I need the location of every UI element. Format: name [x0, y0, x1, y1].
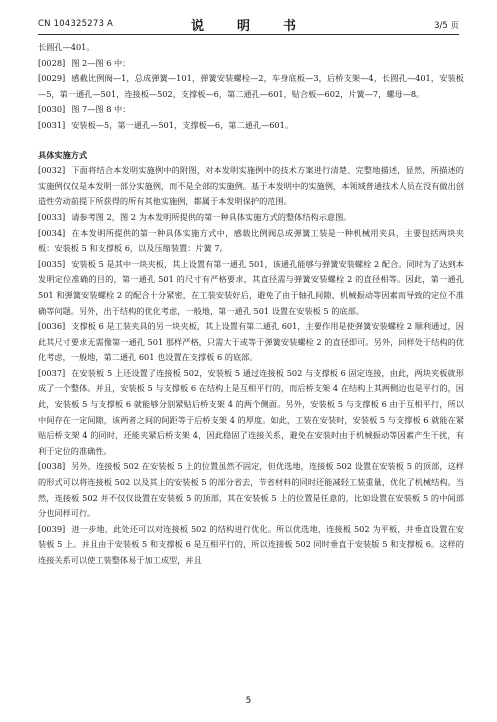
paragraph-text: 安装板 5 是其中一块夹板，其上设置有第一通孔 501，该通孔能够与弹簧安装螺栓 2 配合。同时为了达到本发明定位准确的目的，第一通孔 501 的尺寸有严格要求，其直径需与弹簧安装螺栓 2 的直径相等。因此，第一通孔 501 和弹簧安装螺栓 2 的配合十分紧密，在工装安装好后，避免了由于轴孔间隙、机械振动等因素而导致的定位不准确等问题。另外，出于结构的优化考虑，一般地，第一通孔 501 设置在安装板 5 的底部。	[38, 258, 464, 316]
paragraph	[38, 522, 464, 569]
paragraph-number: [0031]	[38, 119, 66, 130]
paragraph-number: [0029]	[38, 73, 66, 84]
paragraph-text: 感截比例阀—1，总成弹簧—101，弹簧安装螺栓—2，车身底板—3，后桥支架—4，长圆孔—401，安装板—5，第一通孔—501，连接板—502，支撑板—6，第二通孔—601，贴合板—602，片簧—7，螺母—8。	[38, 73, 464, 99]
paragraph	[38, 40, 464, 56]
publication-number: CN 104325273 A	[38, 19, 113, 29]
paragraph-text: 安装板—5，第一通孔—501，支撑板—6，第二通孔—601。	[71, 119, 294, 130]
paragraph	[38, 102, 464, 118]
paragraph-text: 请参考图 2，图 2 为本发明所提供的第一种具体实施方式的整体结构示意图。	[71, 211, 352, 222]
paragraph-text: 下面将结合本发明实施例中的附图，对本发明实施例中的技术方案进行清楚、完整地描述，显然，所描述的实施例仅仅是本发明一部分实施例，而不是全部的实施例。基于本发明中的实施例，本领域普通技术人员在没有做出创造性劳动前提下所获得的所有其他实施例，都属于本发明保护的范围。	[38, 165, 464, 207]
document-title: 说 明 书	[190, 19, 306, 34]
paragraph-text: 长圆孔—401。	[38, 42, 95, 52]
paragraph-text: 图 2—图 6 中：	[71, 57, 131, 68]
page-indicator: 3/5 页	[434, 21, 459, 31]
document-body	[38, 40, 464, 569]
paragraph-number: [0033]	[38, 211, 66, 222]
paragraph	[38, 319, 464, 366]
paragraph	[38, 56, 464, 72]
paragraph	[38, 163, 464, 210]
paragraph-text: 图 7—图 8 中：	[71, 104, 131, 115]
paragraph-text: 在安装板 5 上还设置了连接板 502，安装板 5 通过连接板 502 与支撑板 6 固定连接，由此，两块夹板就形成了一个整体。并且，安装板 5 与支撑板 6 在结构上是互相平行的，而后桥支架 4 在结构上其两侧边也是平行的，因此，安装板 5 与支撑板 6 就能够分别紧贴后桥支架 4 的两个侧面。另外，安装板 5 与支撑板 6 由于互相平行，所以中间存在一定间隙，该两者之间的间距等于后桥支架 4 的厚度。如此，工装在安装时，安装板 5 与支撑板 6 就能在紧贴后桥支架 4 的同时，还能夹紧后桥支架 4，因此稳固了连接关系，避免在安装时由于机械振动等因素产生干扰，有利于定位的准确性。	[38, 367, 464, 456]
paragraph-text: 另外，连接板 502 在安装板 5 上的位置虽然不固定，但优选地，连接板 502 设置在安装板 5 的顶部，这样的形式可以将连接板 502 以及其上的安装板 5 的部分省去，节省材料的同时还能减轻工装重量，优化了机械结构。当然，连接板 502 并不仅仅设置在安装板 5 的顶部，其在安装板 5 上的位置是任意的，比如设置在安装板 5 的中间部分也同样可行。	[38, 461, 464, 519]
paragraph-text: 在本发明所提供的第一种具体实施方式中，感载比例阀总成弹簧工装是一种机械用夹具，主要包括两块夹板：安装板 5 和支撑板 6，以及压缩装置：片簧 7。	[38, 227, 464, 254]
paragraph	[38, 118, 464, 134]
paragraph	[38, 257, 464, 319]
section-heading: 具体实施方式	[38, 149, 88, 160]
paragraph-number: [0032]	[38, 165, 66, 176]
paragraph	[38, 71, 464, 102]
paragraph-number: [0038]	[38, 461, 66, 472]
paragraph	[38, 226, 464, 257]
paragraph-number: [0039]	[38, 523, 66, 534]
page-header	[38, 14, 459, 34]
paragraph	[38, 459, 464, 521]
description-section	[38, 163, 464, 568]
paragraph-number: [0036]	[38, 321, 66, 332]
paragraph-number: [0028]	[38, 57, 66, 68]
paragraph-text: 支撑板 6 是工装夹具的另一块夹板，其上设置有第二通孔 601，主要作用是使弹簧安装螺栓 2 顺利通过，因此其尺寸要求无需像第一通孔 501 那样严格，只需大于或等于弹簧安装螺栓 2 的直径即可。另外，同样处于结构的优化考虑，一般地，第二通孔 601 也设置在支撑板 6 的底部。	[38, 321, 464, 363]
paragraph	[38, 210, 464, 226]
paragraph	[38, 366, 464, 460]
paragraph-number: [0035]	[38, 258, 66, 269]
page-footer	[0, 696, 497, 706]
paragraph-number: [0030]	[38, 104, 66, 115]
figure-legend-section	[38, 40, 464, 134]
paragraph-number: [0034]	[38, 227, 66, 238]
paragraph-number: [0037]	[38, 367, 66, 378]
header-divider	[38, 34, 459, 35]
paragraph-text: 进一步地，此处还可以对连接板 502 的结构进行优化。所以优选地，连接板 502 为平板，并垂直设置在安装板 5 上。并且由于安装板 5 和支撑板 6 是互相平行的，所以连接板 502 同时垂直于安装版 5 和支撑板 6。这样的连接关系可以使工装整体易于加工成型，并且	[38, 523, 464, 565]
page-number: 5	[245, 696, 252, 706]
